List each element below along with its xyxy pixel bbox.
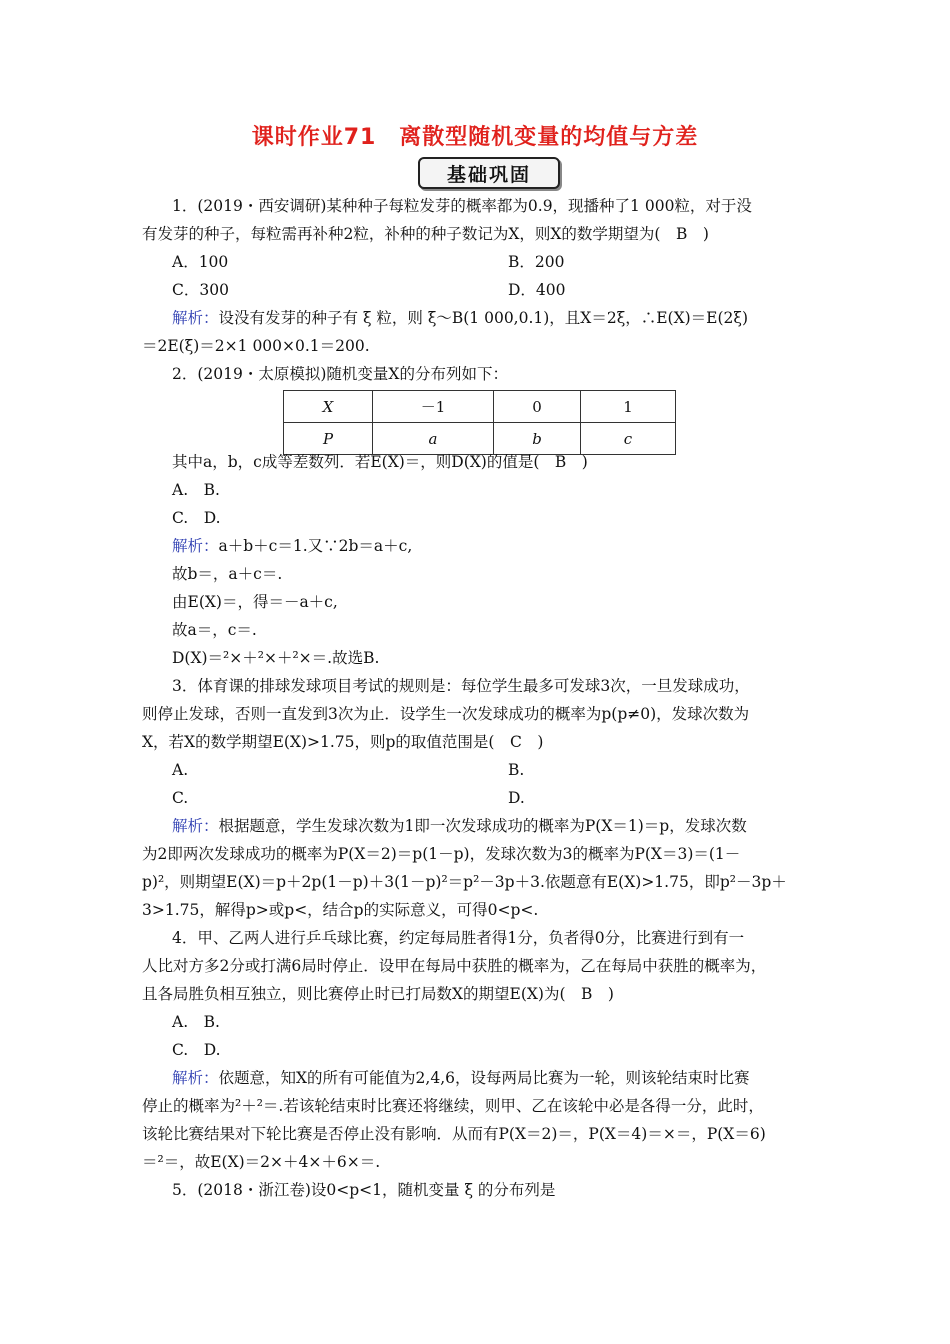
- table-row: [284, 423, 676, 455]
- question-4-options-cd: C. D.: [172, 1041, 221, 1059]
- solution-3-line-3: p)²，则期望E(X)＝p＋2p(1－p)＋3(1－p)²＝p²－3p＋3.依题意有E(X)>1.75，即p²－3p＋: [142, 873, 787, 891]
- solution-2-line-3: 由E(X)＝，得＝－a＋c,: [172, 593, 338, 611]
- question-4-line-1: 4．甲、乙两人进行乒乓球比赛，约定每局胜者得1分，负者得0分，比赛进行到有一: [172, 929, 745, 947]
- question-2-line-2: 其中a，b，c成等差数列．若E(X)＝，则D(X)的值是( B ): [172, 453, 588, 471]
- question-2-options-ab: A. B.: [172, 481, 220, 499]
- solution-label: 解析：: [172, 309, 219, 327]
- table-cell: c: [581, 423, 676, 455]
- table-cell: 0: [494, 391, 581, 423]
- solution-2-line-5: D(X)＝²×＋²×＋²×＝.故选B.: [172, 649, 380, 667]
- question-1-option-c: C．300: [172, 281, 229, 299]
- solution-4-text: 依题意，知X的所有可能值为2,4,6，设每两局比赛为一轮，则该轮结束时比赛: [218, 1069, 750, 1087]
- solution-2-text: a＋b＋c＝1.又∵2b＝a＋c,: [218, 537, 413, 555]
- solution-3-line-4: 3>1.75，解得p>或p<，结合p的实际意义，可得0<p<.: [142, 901, 539, 919]
- solution-3-line-1: [172, 816, 852, 836]
- question-3-line-2: 则停止发球，否则一直发到3次为止．设学生一次发球成功的概率为p(p≠0)，发球次数为: [142, 705, 750, 723]
- question-1-line-1: 1．(2019・西安调研)某种种子每粒发芽的概率都为0.9，现播种了1 000粒，对于没: [172, 197, 752, 215]
- question-3-option-d: D.: [508, 789, 525, 807]
- solution-2-line-2: 故b＝，a＋c＝.: [172, 565, 283, 583]
- solution-label: 解析：: [172, 537, 219, 555]
- question-3-option-c: C.: [172, 789, 189, 807]
- solution-label: 解析：: [172, 1069, 219, 1087]
- table-cell: 1: [581, 391, 676, 423]
- question-3-line-3: X，若X的数学期望E(X)>1.75，则p的取值范围是( C ): [142, 733, 544, 751]
- question-3-line-1: 3．体育课的排球发球项目考试的规则是：每位学生最多可发球3次，一旦发球成功，: [172, 677, 750, 695]
- solution-1-line-1: [172, 308, 852, 328]
- solution-2-line-4: 故a＝，c＝.: [172, 621, 257, 639]
- solution-2-line-1: [172, 536, 852, 556]
- question-5-line-1: 5．(2018・浙江卷)设0<p<1，随机变量 ξ 的分布列是: [172, 1181, 556, 1199]
- question-1-option-d: D．400: [508, 281, 566, 299]
- question-2-line-1: 2．(2019・太原模拟)随机变量X的分布列如下：: [172, 365, 508, 383]
- table-cell: a: [373, 423, 494, 455]
- table-cell: P: [284, 423, 373, 455]
- solution-3-text: 根据题意，学生发球次数为1即一次发球成功的概率为P(X＝1)＝p，发球次数: [218, 817, 747, 835]
- distribution-table: [283, 390, 676, 455]
- question-1-line-2: 有发芽的种子，每粒需再补种2粒，补种的种子数记为X，则X的数学期望为( B ): [142, 225, 709, 243]
- question-3-option-b: B.: [508, 761, 525, 779]
- solution-1-line-2: ＝2E(ξ)＝2×1 000×0.1＝200.: [142, 337, 370, 355]
- solution-4-line-3: 该轮比赛结果对下轮比赛是否停止没有影响．从而有P(X＝2)＝，P(X＝4)＝×＝，P(X＝6): [142, 1125, 766, 1143]
- question-3-option-a: A.: [172, 761, 189, 779]
- table-cell: X: [284, 391, 373, 423]
- table-cell: －1: [373, 391, 494, 423]
- question-2-options-cd: C. D.: [172, 509, 221, 527]
- question-4-line-3: 且各局胜负相互独立，则比赛停止时已打局数X的期望E(X)为( B ): [142, 985, 614, 1003]
- question-4-line-2: 人比对方多2分或打满6局时停止．设甲在每局中获胜的概率为，乙在每局中获胜的概率为，: [142, 957, 767, 975]
- question-1-option-a: A．100: [172, 253, 229, 271]
- question-4-options-ab: A. B.: [172, 1013, 220, 1031]
- solution-4-line-2: 停止的概率为²＋²＝.若该轮结束时比赛还将继续，则甲、乙在该轮中必是各得一分，此时，: [142, 1097, 764, 1115]
- table-row: [284, 391, 676, 423]
- solution-label: 解析：: [172, 817, 219, 835]
- question-1-option-b: B．200: [508, 253, 565, 271]
- table-cell: b: [494, 423, 581, 455]
- solution-1-text: 设没有发芽的种子有 ξ 粒，则 ξ～B(1 000,0.1)，且X＝2ξ，∴E(X)＝E(2ξ): [218, 309, 748, 327]
- section-badge: 基础巩固: [418, 157, 560, 189]
- solution-3-line-2: 为2即两次发球成功的概率为P(X＝2)＝p(1－p)，发球次数为3的概率为P(X＝3)＝(1－: [142, 845, 741, 863]
- solution-4-line-1: [172, 1068, 852, 1088]
- page-title: 课时作业71 离散型随机变量的均值与方差: [251, 125, 699, 150]
- solution-4-line-4: ＝²＝，故E(X)＝2×＋4×＋6×＝.: [142, 1153, 381, 1171]
